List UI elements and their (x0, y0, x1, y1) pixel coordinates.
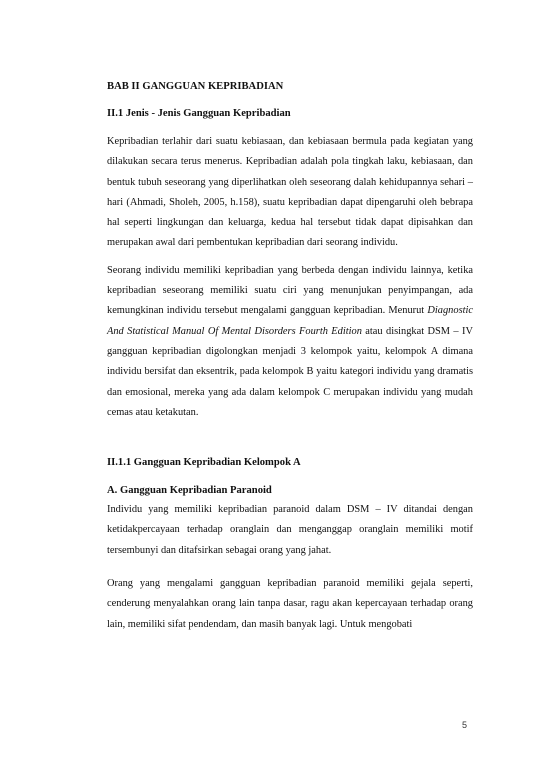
dsm-title-italic: Diagnostic And Statistical Manual Of Mental Disorders Fourth Edition (107, 305, 473, 337)
paragraph-dsm-text-after: atau disingkat DSM – IV gangguan kepribadian digolongkan menjadi 3 kelompok yaitu, kelompok A dimana individu bersifat dan eksentrik, pada kelompok B yaitu kategori individu yang dramatis dan emosional, mereka yang ada dalam kelompok C merupakan individu yang mudah cemas atau ketakutan. (107, 325, 473, 418)
chapter-title: BAB II GANGGUAN KEPRIBADIAN (107, 81, 284, 92)
paragraph-dsm (107, 261, 473, 423)
paragraph-paranoid-definition: Individu yang memiliki kepribadian paranoid dalam DSM – IV ditandai dengan ketidakpercayaan terhadap oranglain dan menganggap oranglain memiliki motif tersembunyi dan ditafsirkan sebagai orang yang jahat. (107, 504, 473, 556)
paragraph-dsm-text-before: Seorang individu memiliki kepribadian yang berbeda dengan individu lainnya, ketika kepribadian seseorang memiliki suatu ciri yang menunjukan penyimpangan, ada kemungkinan individu tersebut mengalami gangguan kepribadian. Menurut (107, 264, 473, 317)
subsubsection-title: A. Gangguan Kepribadian Paranoid (107, 485, 272, 497)
section-title: II.1 Jenis - Jenis Gangguan Kepribadian (107, 108, 291, 119)
page-content (107, 80, 473, 635)
page-number: 5 (462, 720, 468, 730)
paragraph-paranoid-symptoms: Orang yang mengalami gangguan kepribadian paranoid memiliki gejala seperti, cenderung menyalahkan orang lain tanpa dasar, ragu akan kepercayaan terhadap orang lain, memiliki sifat pendendam, dan masih banyak lagi. Untuk mengobati (107, 578, 473, 630)
subsection-title: II.1.1 Gangguan Kepribadian Kelompok A (107, 457, 301, 469)
paragraph-intro: Kepribadian terlahir dari suatu kebiasaan, dan kebiasaan bermula pada kegiatan yang dilakukan secara terus menerus. Kepribadian adalah pola tingkah laku, kebiasaan, dan bentuk tubuh seseorang yang diperlihatkan oleh seseorang dalah kehidupannya sehari – hari (Ahmadi, Sholeh, 2005, h.158), suatu kepribadian dapat dipengaruhi oleh bebrapa hal seperti lingkungan dan keluarga, kedua hal tersebut tidak dapat dipisahkan dan merupakan awal dari pembentukan kepribadian dari seorang individu. (107, 136, 473, 249)
